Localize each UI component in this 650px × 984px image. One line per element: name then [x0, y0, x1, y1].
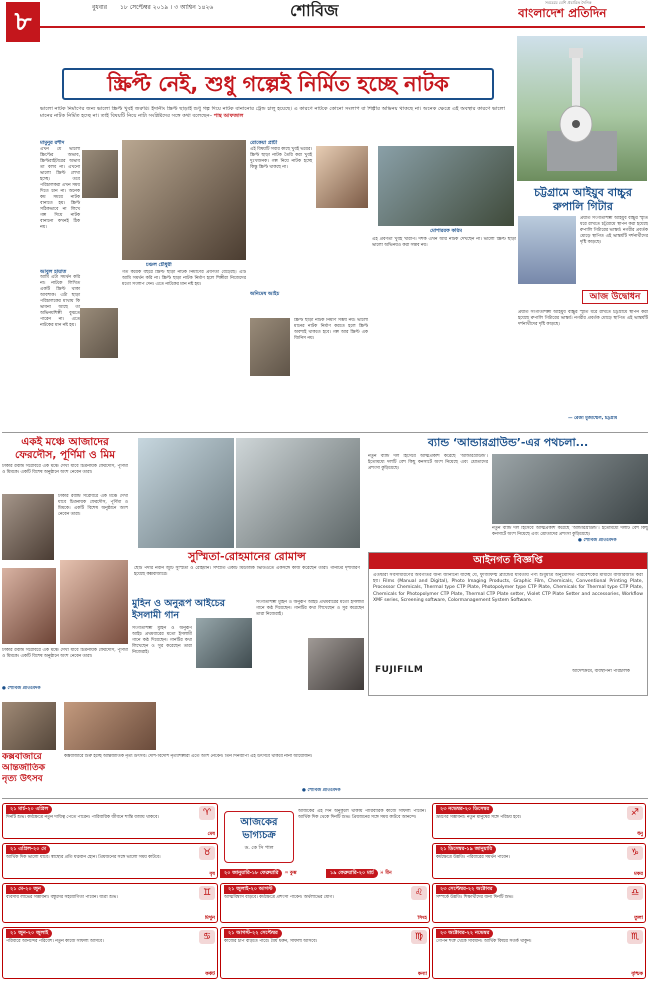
fujifilm-logo: FUJIFILM: [375, 665, 424, 675]
zodiac-box: [326, 869, 430, 881]
band-text-2: নতুন ব্যান্ড দল হিসেবে আত্মপ্রকাশ করেছে ‘আন্ডারগ্রাউন্ড’। ইতোমধ্যে দলটি বেশ কিছু কনসার্টে অংশ নিয়েছে এবং শ্রোতাদের প্রশংসা কুড়িয়েছে।: [492, 526, 648, 537]
paper-logo: বাংলাদেশ প্রতিদিন: [518, 6, 607, 20]
zodiac-box: [432, 843, 646, 879]
horoscope-title-box: [224, 811, 294, 863]
zodiac-text: কাজের চাপ বাড়তে পারে। ধৈর্য ধরুন, সাফল্য আসবে।: [224, 938, 318, 944]
zodiac-dates: ২১ মার্চ-২০ এপ্রিল: [6, 805, 52, 814]
ad-signer: আদেশক্রমে, ব্যবস্থাপনা পরিচালক: [572, 669, 630, 674]
chittagong-text-2: প্রয়াত সংগীতশিল্পী আইয়ুব বাচ্চুর স্মৃতি ধরে রাখতে চট্টগ্রামে স্থাপন করা হয়েছে রুপালি গিটারের ভাস্কর্য। নগরীর প্রবর্তক মোড়ে স্থাপিত এই ভাস্কর্যটি দর্শনার্থীদের দৃষ্টি কাড়ছে।: [518, 310, 648, 327]
zodiac-dates: ২৩ নভেম্বর-২০ ডিসেম্বর: [436, 805, 493, 814]
person-text: আমি এটা সমর্থন করি না। নাটকে লিখিত একটি স্ক্রিপ্ট থাকা আবশ্যক। এটা ছাড়া পরিচালকের মাথায় কি ভাবনা আছে তা অভিনয়শিল্পী বুঝতে পারেন না। এতে নাটকের মান নষ্ট হয়।: [40, 275, 80, 328]
dance-festival-story: [2, 702, 364, 796]
dance-headline-2: আন্তর্জাতিক: [2, 763, 45, 773]
zodiac-text: দিনটি শুভ। কর্মক্ষেত্রে নতুন দায়িত্ব পেতে পারেন। পারিবারিক জীবনে শান্তি বজায় থাকবে।: [6, 814, 159, 820]
lead-story: [38, 140, 516, 428]
zodiac-sign-icon: ♋: [199, 930, 215, 944]
zodiac-dates: ২১ মে-২০ জুন: [6, 885, 45, 894]
islamic-song-story: [132, 598, 364, 698]
purnima-photo: [60, 560, 128, 644]
zodiac-box: [2, 843, 218, 879]
romance-photo-1: [138, 438, 234, 548]
zodiac-name: বৃশ্চিক: [631, 970, 643, 977]
zodiac-name: বৃষ: [209, 870, 215, 877]
romance-photo-2: [236, 438, 360, 548]
lead-reporter: পান্থ আফজাল: [213, 113, 244, 120]
band-credit: ● শোবিজ প্রতিবেদক: [578, 538, 617, 543]
zodiac-sign-icon: ♍: [411, 930, 427, 944]
person-prachi: [250, 140, 368, 428]
zodiac-name: মকর: [633, 870, 643, 877]
band-headline: ব্যান্ড ‘আন্ডারগ্রাউন্ড’-এর পথচলা...: [427, 436, 589, 449]
person-name: মোশাররফ করিম: [430, 228, 463, 234]
dance-headline-3: নৃত্য উৎসব: [2, 774, 43, 784]
horoscope-intro: আজকের এই দিন অনুকূলে থাকায় পারিবারিক কাজে সাফল্য পাবেন। আর্থিক দিক থেকে দিনটি শুভ। প্রিয়জনের সঙ্গে সময় কাটবে আনন্দে।: [298, 809, 426, 820]
zodiac-text: পরিবারে আনন্দের পরিবেশ। নতুন কাজে সাফল্য আসবে।: [6, 938, 104, 944]
band-text: নতুন ব্যান্ড দল হিসেবে আত্মপ্রকাশ করেছে ‘আন্ডারগ্রাউন্ড’। ইতোমধ্যে দলটি বেশ কিছু কনসার্টে অংশ নিয়েছে এবং শ্রোতাদের প্রশংসা কুড়িয়েছে।: [368, 454, 488, 471]
stage-text-2: ঢাকার রবীন্দ্র সরোবরে এক মঞ্চে দেখা যাবে চিত্রনায়ক ফেরদৌস, পূর্ণিমা ও মিমকে। একটি বিশেষ অনুষ্ঠানে অংশ নেবেন তারা।: [58, 494, 128, 517]
mamunur-photo: [82, 150, 118, 198]
ad-title: আইনগত বিজ্ঞপ্তি: [473, 555, 543, 566]
guitar-photo: [517, 36, 647, 181]
dance-headline-1: কক্সবাজারে: [2, 752, 42, 762]
zodiac-text: ভ্রমণের সম্ভাবনা। নতুন মানুষের সঙ্গে পরিচয় হবে।: [436, 814, 522, 820]
abul-hayat-photo: [80, 308, 118, 358]
romance-headline: সুস্মিতা-রোহমানের রোমান্স: [188, 550, 306, 563]
section-divider: [2, 432, 648, 433]
dance-festival-photo: [2, 702, 56, 750]
lead-intro: ভালো নাটক নির্মাণের জন্য ভালো স্ক্রিপ্ট খুবই জরুরি। ইদানীং স্ক্রিপ্ট ছাড়াই শুধু গল্প দিয়ে নাটক বানানোর ট্রেন্ড চালু হয়েছে। এ কারণে নাটকে কোনো সংলাপ বা শিল্পীর অভিনয় থাকছে না। অনেক ক্ষেত্রে এই অবস্থার কারণে ভালো মানের নাটক নির্মিত হচ্ছে না। তাই বিষয়টি নিয়ে নাট্য সংশ্লিষ্টদের সঙ্গে কথা বলেছেন– পান্থ আফজাল: [40, 106, 505, 120]
person-text: এই বিষয়টি সবার কাছে খুবই ভয়ের। স্ক্রিপ্ট ছাড়া নাটক তৈরি করা খুবই দুঃখজনক। গল্প নিয়ে নাটক হচ্ছে কিন্তু স্ক্রিপ্ট থাকছে না।: [250, 146, 312, 170]
zodiac-text: ব্যবসায় লাভের সম্ভাবনা। বন্ধুদের সহযোগিতা পাবেন। যাত্রা শুভ।: [6, 894, 118, 900]
zodiac-text: আত্মবিশ্বাস বাড়বে। কর্মক্ষেত্রে প্রশংসা পাবেন। অর্থলাভের যোগ।: [224, 894, 334, 900]
masthead-date: ১৮ সেপ্টেম্বর ২০১৯ । ৩ আশ্বিন ১৪২৬: [120, 4, 214, 11]
stage-text: ঢাকার রবীন্দ্র সরোবরে এক মঞ্চে দেখা যাবে চিত্রনায়ক ফেরদৌস, পূর্ণিমা ও মিমকে। একটি বিশেষ অনুষ্ঠানে অংশ নেবেন তারা।: [2, 464, 128, 475]
zodiac-box: [432, 803, 646, 839]
romance-text: ছোট পর্দার নবীন জুটি সুস্মিতা ও রোহমান। সম্প্রতি একটি মিউজিক ভিডিওতে একসঙ্গে কাজ করেছেন তারা। গানটির দৃশ্যধারণ হয়েছে কক্সবাজারে।: [134, 566, 360, 577]
horoscope-section: [2, 798, 648, 982]
page-number: ৮: [6, 2, 40, 42]
chittagong-story: [518, 186, 648, 428]
horoscope-title-2: ভাগ্যচক্র: [242, 830, 276, 841]
paper-tagline: সবচেয়ে বেশি প্রচারিত দৈনিক: [545, 0, 592, 5]
masthead-rule: [40, 26, 645, 28]
zodiac-sign-icon: ♐: [627, 806, 643, 820]
zodiac-dates: ২১ এপ্রিল-২০ মে: [6, 845, 50, 854]
ad-title-bar: [369, 553, 647, 569]
stage-headline-2: ফেরদৌস, পূর্ণিমা ও মিম: [14, 449, 116, 461]
stage-text-3: ঢাকার রবীন্দ্র সরোবরে এক মঞ্চে দেখা যাবে চিত্রনায়ক ফেরদৌস, পূর্ণিমা ও মিমকে। একটি বিশেষ অনুষ্ঠানে অংশ নেবেন তারা।: [2, 648, 128, 659]
horoscope-title-1: আজকের: [240, 817, 278, 828]
person-name: অনিমেষ আইচ: [250, 290, 280, 297]
zodiac-name: ধনু: [637, 830, 643, 837]
zodiac-sign-icon: ♊: [199, 886, 215, 900]
zodiac-dates: ২০ জানুয়ারি-১৮ ফেব্রুয়ারি: [220, 869, 282, 878]
chittagong-headline-1: চট্টগ্রামে আইয়ুব বাচ্চুর: [534, 186, 632, 199]
person-name: মামুনুর রশীদ: [40, 140, 65, 146]
zodiac-sign-icon: ♈: [199, 806, 215, 820]
zodiac-dates: ২১ জুলাই-২০ আগস্ট: [224, 885, 276, 894]
person-mosharraf: [372, 140, 516, 428]
chittagong-reporter: — রেজা মুজাম্মেল, চট্টগ্রাম: [568, 416, 618, 421]
dance-credit: ● শোবিজ প্রতিবেদক: [302, 788, 341, 793]
islamic-headline-1: মুহিন ও অনুরূপ আইচের: [132, 598, 226, 609]
person-chanchal: [122, 140, 246, 428]
zodiac-text: গোপন শত্রু থেকে সাবধান। আর্থিক বিষয়ে সতর্ক থাকুন।: [436, 938, 532, 944]
romance-story: [132, 436, 362, 596]
person-text: এখন যে ভালো স্ক্রিপ্টের অভাব, স্ক্রিপ্টরাইটারের অভাব তা বলব না। এখনো ভালো স্ক্রিপ্ট লেখা হচ্ছে। তবে পরিচালকরা এখন সময় দিতে চান না। অনেক কম সময়ে নাটক বানাতে হয়। স্ক্রিপ্ট সঠিকভাবে না লিখে গল্প দিয়ে নাটক বানানো কখনই ঠিক নয়।: [40, 146, 80, 230]
zodiac-name: মেষ: [207, 830, 215, 837]
chanchal-photo: [122, 140, 246, 260]
person-name: রোকেয়া প্রাচী: [250, 140, 278, 146]
zodiac-name: ♓ মীন: [379, 871, 392, 876]
zodiac-box: [432, 927, 646, 979]
zodiac-box: [220, 883, 430, 923]
muhin-photo: [196, 618, 252, 668]
stage-credit: ● শোবিজ প্রতিবেদক: [2, 686, 41, 691]
islamic-text: সংগীতশিল্পী মুহিন ও অনুরূপ আইচ প্রথমবারের মতো ইসলামী গানে কণ্ঠ দিয়েছেন। গানটির কথা লিখেছেন ও সুর করেছেন তারা নিজেরাই।: [132, 626, 192, 655]
zodiac-box: [2, 803, 218, 839]
zodiac-box: [220, 927, 430, 979]
dance-text: কক্সবাজারে শুরু হচ্ছে আন্তর্জাতিক নৃত্য উৎসব। দেশি-বিদেশি নৃত্যশিল্পীরা এতে অংশ নেবেন। তিন দিনব্যাপী এই উৎসবে থাকবে নানা আয়োজন।: [64, 754, 313, 759]
zodiac-name: মিথুন: [204, 914, 215, 921]
ad-text: এতদ্বারা সর্বসাধারণের অবগতির জন্য জানানো যাচ্ছে যে, ফুজিফিল্ম ব্র্যান্ডের যাবতীয় পণ্য শুধুমাত্র অনুমোদিত পরিবেশকের মাধ্যমে বাজারজাত করা হয়। Films (Manual and Digital), Photo Imaging Products, Graphic Film, Chemicals, Conventional Printing Plate, Processor Chemicals, Thermal type CTP Plate, Photopolymer type CTP Plate, Chemicals for Thermal type CTP Plate, Chemicals for Photopolymer CTP Plate, Thermal CTP Plate setter, Violet CTP Plate Setter and accessories, Workflow XMF series, Screening software, Colormanagement System Software.: [373, 573, 643, 603]
zodiac-box: [2, 883, 218, 923]
zodiac-name: সিংহ: [417, 914, 427, 921]
legal-notice-ad: [368, 552, 648, 696]
anurup-photo: [308, 638, 364, 690]
zodiac-sign-icon: ♎: [627, 886, 643, 900]
person-name: চঞ্চল চৌধুরী: [146, 262, 172, 268]
zodiac-text: সম্পর্কে উন্নতি। শিক্ষার্থীদের জন্য দিনটি শুভ।: [436, 894, 514, 900]
zodiac-sign-icon: ♌: [411, 886, 427, 900]
chittagong-guitar-photo: [518, 216, 576, 284]
zodiac-sign-icon: ♑: [627, 846, 643, 860]
chittagong-headline-2: রুপালি গিটার: [553, 200, 613, 213]
person-name: আবুল হায়াত: [40, 268, 67, 275]
band-photo: [492, 454, 648, 524]
section-title: শোবিজ: [290, 1, 339, 20]
person-text: গত কয়েক বছরে স্ক্রিপ্ট ছাড়া নাটক নির্মাণের প্রবণতা বেড়েছে। এটি আমি সমর্থন করি না। স্ক্রিপ্ট ছাড়া নাটক নির্মাণ হলে শিল্পীরা নিজেদের মতো সংলাপ দেন। এতে নাটকের মান নষ্ট হয়।: [122, 270, 246, 287]
zodiac-box: [220, 869, 324, 881]
horoscope-author: ড. কে সি পাল: [244, 845, 274, 851]
zodiac-sign-icon: ♉: [199, 846, 215, 860]
zodiac-text: কর্মক্ষেত্রে উন্নতি। পরিবারের সমর্থন পাবেন।: [436, 854, 510, 860]
lead-headline-box: [62, 68, 494, 100]
person-text: স্ক্রিপ্ট ছাড়া নাটক নির্মাণ সম্ভব নয়। ভালো মানের নাটক নির্মাণ করতে হলে স্ক্রিপ্ট অবশ্যই থাকতে হবে। গল্প আর স্ক্রিপ্ট এক জিনিস নয়।: [294, 318, 368, 341]
zodiac-sign-icon: ♏: [627, 930, 643, 944]
zodiac-name: ♒ কুম্ভ: [284, 871, 297, 876]
ferdous-photo: [2, 494, 54, 560]
mosharraf-photo: [378, 146, 514, 226]
islamic-headline-2: ইসলামী গান: [132, 610, 180, 621]
dance-group-photo: [64, 702, 156, 750]
zodiac-dates: ২৩ অক্টোবর-২২ নভেম্বর: [436, 929, 493, 938]
person-text: এই প্রবণতা খুবই খারাপ। দর্শক এখন আর নাটক দেখছেন না। ভালো স্ক্রিপ্ট ছাড়া ভালো অভিনয়ও করা সম্ভব নয়।: [372, 237, 516, 248]
zodiac-dates: ২৩ সেপ্টেম্বর-২২ অক্টোবর: [436, 885, 497, 894]
chittagong-tag: আজ উদ্বোধন: [582, 290, 648, 304]
zodiac-box: [2, 927, 218, 979]
islamic-text-2: সংগীতশিল্পী মুহিন ও অনুরূপ আইচ প্রথমবারের মতো ইসলামী গানে কণ্ঠ দিয়েছেন। গানটির কথা লিখেছেন ও সুর করেছেন তারা নিজেরাই।: [256, 600, 364, 617]
stage-headline-1: একই মঞ্চে আজাদের: [21, 436, 109, 448]
animesh-photo: [250, 318, 290, 376]
masthead-day: বুধবার: [92, 4, 108, 11]
zodiac-name: কন্যা: [417, 970, 427, 977]
zodiac-text: আর্থিক দিক ভালো যাবে। স্বাস্থ্যের প্রতি যত্নবান হোন। প্রিয়জনের সঙ্গে ভালো সময় কাটবে।: [6, 854, 161, 860]
band-story: [368, 436, 648, 546]
person-mamunur: [40, 140, 118, 428]
mim-photo: [2, 568, 56, 644]
guitar-sculpture-icon: [517, 36, 647, 181]
chittagong-text: প্রয়াত সংগীতশিল্পী আইয়ুব বাচ্চুর স্মৃতি ধরে রাখতে চট্টগ্রামে স্থাপন করা হয়েছে রুপালি গিটারের ভাস্কর্য। নগরীর প্রবর্তক মোড়ে স্থাপিত এই ভাস্কর্যটি দর্শনার্থীদের দৃষ্টি কাড়ছে।: [580, 216, 648, 245]
zodiac-dates: ২১ আগস্ট-২২ সেপ্টেম্বর: [224, 929, 282, 938]
zodiac-box: [432, 883, 646, 923]
zodiac-name: তুলা: [634, 914, 643, 921]
zodiac-name: কর্কট: [205, 970, 215, 977]
zodiac-dates: ২১ ডিসেম্বর-১৯ জানুয়ারি: [436, 845, 496, 854]
prachi-photo: [316, 146, 368, 208]
zodiac-dates: ২১ জুন-২০ জুলাই: [6, 929, 52, 938]
lead-headline: স্ক্রিপ্ট নেই, শুধু গল্পেই নির্মিত হচ্ছে নাটক: [107, 72, 449, 96]
zodiac-dates: ১৯ ফেব্রুয়ারি-২০ মার্চ: [326, 869, 378, 878]
stage-story: [2, 436, 128, 698]
